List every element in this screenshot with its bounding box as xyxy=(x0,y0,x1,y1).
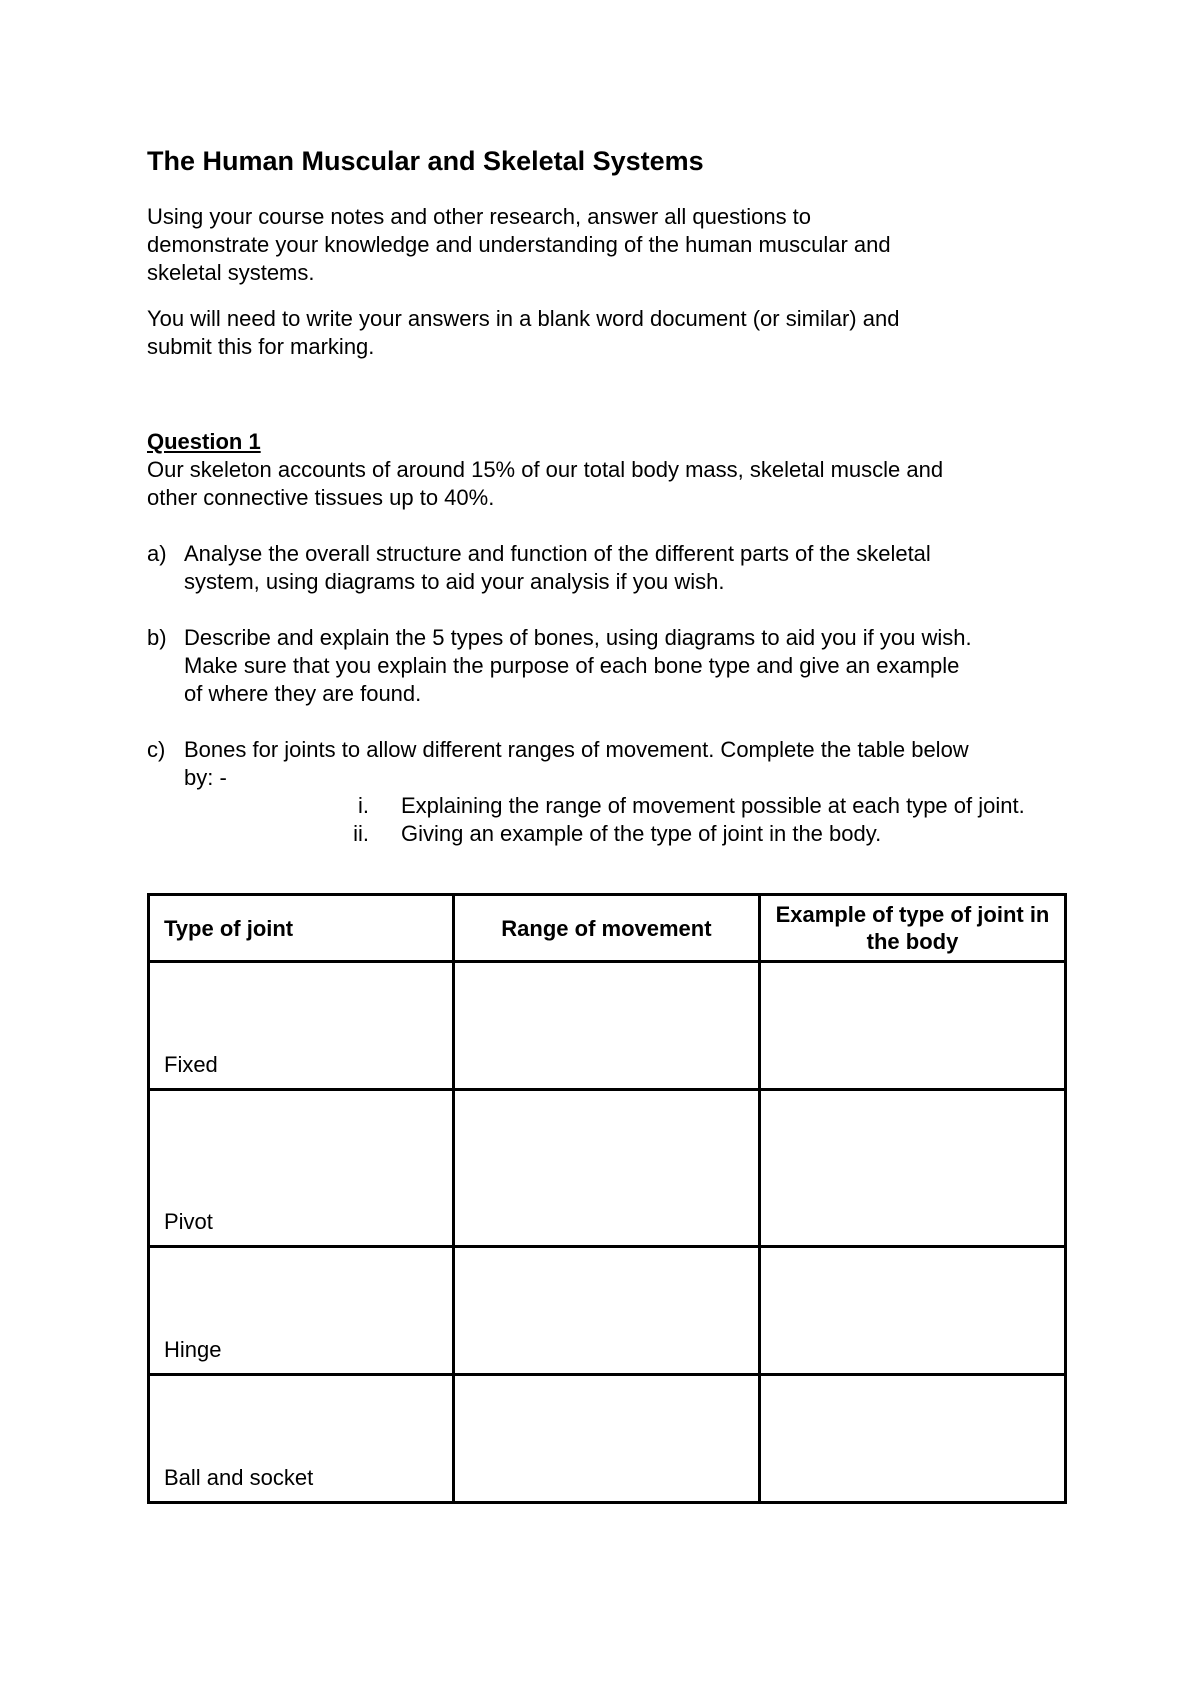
joint-type-cell: Ball and socket xyxy=(149,1375,454,1503)
item-text: Describe and explain the 5 types of bones, using diagrams to aid you if you wish. Make sure that you explain the purpose of each bone type and give an example of where they are found. xyxy=(184,625,972,706)
sub-item-text: Explaining the range of movement possible at each type of joint. xyxy=(401,793,1025,818)
item-text: Bones for joints to allow different ranges of movement. Complete the table below by: - xyxy=(184,737,969,790)
table-row xyxy=(149,962,1066,1090)
range-cell[interactable] xyxy=(453,1090,759,1247)
intro-paragraph-1: Using your course notes and other research, answer all questions to demonstrate your knowledge and understanding of the human muscular and skeletal systems. xyxy=(147,204,891,285)
range-cell[interactable] xyxy=(453,1247,759,1375)
joint-type-cell: Hinge xyxy=(149,1247,454,1375)
range-cell[interactable] xyxy=(453,1375,759,1503)
joints-table xyxy=(147,893,1067,1504)
example-cell[interactable] xyxy=(759,1090,1065,1247)
sub-item-marker: ii. xyxy=(353,821,369,846)
header-example: Example of type of joint in the body xyxy=(759,895,1065,962)
question-1-text: Our skeleton accounts of around 15% of our total body mass, skeletal muscle and other connective tissues up to 40%. xyxy=(147,457,944,510)
joint-type-cell: Fixed xyxy=(149,962,454,1090)
document-title: The Human Muscular and Skeletal Systems xyxy=(147,146,704,176)
example-cell[interactable] xyxy=(759,1247,1065,1375)
question-1-heading: Question 1 xyxy=(147,429,261,454)
item-marker: c) xyxy=(147,737,166,762)
table-row xyxy=(149,1375,1066,1503)
sub-item-marker: i. xyxy=(358,793,369,818)
range-cell[interactable] xyxy=(453,962,759,1090)
header-range-of-movement: Range of movement xyxy=(453,895,759,962)
table-header-row xyxy=(149,895,1066,962)
joint-type-cell: Pivot xyxy=(149,1090,454,1247)
table-row xyxy=(149,1090,1066,1247)
example-cell[interactable] xyxy=(759,1375,1065,1503)
item-marker: a) xyxy=(147,541,167,566)
item-text: Analyse the overall structure and function of the different parts of the skeletal system, using diagrams to aid your analysis if you wish. xyxy=(184,541,931,594)
example-cell[interactable] xyxy=(759,962,1065,1090)
intro-paragraph-2: You will need to write your answers in a blank word document (or similar) and submit this for marking. xyxy=(147,306,900,359)
sub-item-text: Giving an example of the type of joint in the body. xyxy=(401,821,882,846)
header-type-of-joint: Type of joint xyxy=(149,895,454,962)
item-marker: b) xyxy=(147,625,167,650)
table-row xyxy=(149,1247,1066,1375)
